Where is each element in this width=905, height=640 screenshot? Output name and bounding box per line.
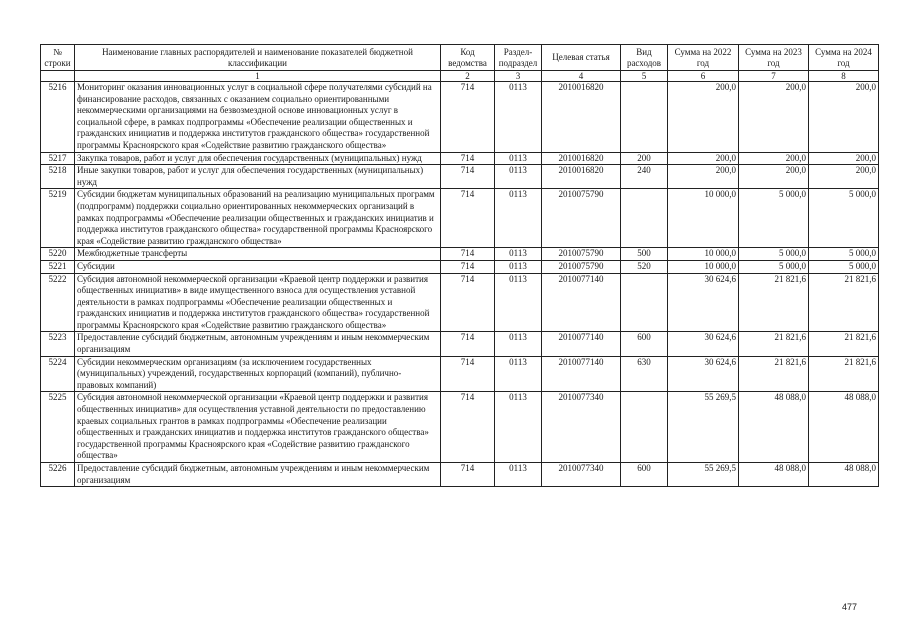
col-number: 3 — [495, 71, 542, 82]
row-ved: 714 — [441, 165, 495, 189]
header-target: Целевая статья — [542, 45, 621, 71]
row-sum-2024: 5 000,0 — [809, 248, 879, 261]
col-number: 4 — [542, 71, 621, 82]
header-row — [41, 45, 879, 71]
table-row — [41, 392, 879, 463]
row-target: 2010077140 — [542, 273, 621, 332]
row-ved: 714 — [441, 356, 495, 392]
row-target: 2010075790 — [542, 189, 621, 248]
row-ved: 714 — [441, 189, 495, 248]
row-sum-2024: 5 000,0 — [809, 189, 879, 248]
header-num: № строки — [41, 45, 75, 71]
row-description: Предоставление субсидий бюджетным, автономным учреждениям и иным некоммерческим организациям — [75, 463, 441, 487]
row-sum-2022: 10 000,0 — [668, 189, 739, 248]
row-sum-2024: 48 088,0 — [809, 392, 879, 463]
row-number: 5223 — [41, 332, 75, 356]
row-razdel: 0113 — [495, 82, 542, 153]
header-vid: Вид расходов — [621, 45, 668, 71]
row-ved: 714 — [441, 82, 495, 153]
row-sum-2023: 5 000,0 — [739, 248, 809, 261]
row-target: 2010016820 — [542, 165, 621, 189]
row-vid: 630 — [621, 356, 668, 392]
row-razdel: 0113 — [495, 356, 542, 392]
row-vid — [621, 273, 668, 332]
row-sum-2023: 48 088,0 — [739, 463, 809, 487]
row-number: 5226 — [41, 463, 75, 487]
row-vid: 600 — [621, 463, 668, 487]
row-sum-2022: 55 269,5 — [668, 463, 739, 487]
row-description: Мониторинг оказания инновационных услуг в социальной сфере получателями субсидий на финансирование расходов, связанных с оказанием социально ориентированными некоммерческими организациями на безвозмездной основе инновационных услуг в социальной сфере, в рамках подпрограммы «Обеспечение реализации общественных и гражданских инициатив и поддержка институтов гражданского общества» государственной программы Красноярского края «Содействие развитию гражданского общества» — [75, 82, 441, 153]
row-sum-2023: 21 821,6 — [739, 332, 809, 356]
row-number: 5220 — [41, 248, 75, 261]
header-ved: Код ведомства — [441, 45, 495, 71]
row-vid: 500 — [621, 248, 668, 261]
row-sum-2023: 5 000,0 — [739, 260, 809, 273]
row-sum-2024: 200,0 — [809, 82, 879, 153]
table-row — [41, 260, 879, 273]
header-2023: Сумма на 2023 год — [739, 45, 809, 71]
row-sum-2022: 200,0 — [668, 82, 739, 153]
row-razdel: 0113 — [495, 463, 542, 487]
budget-table — [40, 44, 879, 487]
row-sum-2022: 200,0 — [668, 165, 739, 189]
row-ved: 714 — [441, 260, 495, 273]
row-description: Субсидии бюджетам муниципальных образований на реализацию муниципальных программ (подпрограмм) поддержки социально ориентированных некоммерческих организаций в рамках подпрограммы «Обеспечение реализации общественных и гражданских инициатив и поддержка институтов гражданского общества» государственной программы Красноярского края «Содействие развитию гражданского общества» — [75, 189, 441, 248]
row-target: 2010075790 — [542, 248, 621, 261]
row-sum-2024: 200,0 — [809, 152, 879, 165]
row-razdel: 0113 — [495, 392, 542, 463]
row-description: Субсидия автономной некоммерческой организации «Краевой центр поддержки и развития общественных инициатив» для осуществления уставной деятельности по предоставлению краевых социальных грантов в рамках подпрограммы «Обеспечение реализации общественных и гражданских инициатив и поддержка институтов гражданского общества» государственной программы Красноярского края «Содействие развитию гражданского общества» — [75, 392, 441, 463]
row-number: 5225 — [41, 392, 75, 463]
row-number: 5224 — [41, 356, 75, 392]
row-sum-2024: 21 821,6 — [809, 332, 879, 356]
row-vid — [621, 392, 668, 463]
table-row — [41, 248, 879, 261]
row-number: 5221 — [41, 260, 75, 273]
row-description: Предоставление субсидий бюджетным, автономным учреждениям и иным некоммерческим организациям — [75, 332, 441, 356]
row-vid: 600 — [621, 332, 668, 356]
col-number: 5 — [621, 71, 668, 82]
header-razdel: Раздел-подраздел — [495, 45, 542, 71]
row-razdel: 0113 — [495, 260, 542, 273]
table-row — [41, 165, 879, 189]
table-row — [41, 82, 879, 153]
col-number: 1 — [75, 71, 441, 82]
row-target: 2010077140 — [542, 332, 621, 356]
page-number: 477 — [842, 602, 858, 612]
row-sum-2022: 200,0 — [668, 152, 739, 165]
table-row — [41, 356, 879, 392]
row-razdel: 0113 — [495, 189, 542, 248]
document-page — [40, 44, 880, 487]
row-ved: 714 — [441, 152, 495, 165]
row-target: 2010077340 — [542, 463, 621, 487]
row-sum-2024: 5 000,0 — [809, 260, 879, 273]
row-sum-2022: 55 269,5 — [668, 392, 739, 463]
row-sum-2022: 10 000,0 — [668, 248, 739, 261]
row-ved: 714 — [441, 392, 495, 463]
row-sum-2022: 30 624,6 — [668, 332, 739, 356]
row-sum-2024: 21 821,6 — [809, 273, 879, 332]
row-sum-2023: 200,0 — [739, 165, 809, 189]
col-number: 6 — [668, 71, 739, 82]
row-description: Закупка товаров, работ и услуг для обеспечения государственных (муниципальных) нужд — [75, 152, 441, 165]
row-sum-2024: 21 821,6 — [809, 356, 879, 392]
row-sum-2023: 21 821,6 — [739, 356, 809, 392]
row-sum-2024: 48 088,0 — [809, 463, 879, 487]
row-ved: 714 — [441, 332, 495, 356]
row-sum-2023: 21 821,6 — [739, 273, 809, 332]
col-number: 2 — [441, 71, 495, 82]
table-body — [41, 82, 879, 487]
row-target: 2010075790 — [542, 260, 621, 273]
column-number-row — [41, 71, 879, 82]
table-row — [41, 463, 879, 487]
row-sum-2023: 48 088,0 — [739, 392, 809, 463]
row-sum-2022: 30 624,6 — [668, 356, 739, 392]
row-description: Межбюджетные трансферты — [75, 248, 441, 261]
row-target: 2010077340 — [542, 392, 621, 463]
col-number: 7 — [739, 71, 809, 82]
row-number: 5222 — [41, 273, 75, 332]
row-number: 5217 — [41, 152, 75, 165]
table-row — [41, 273, 879, 332]
row-vid — [621, 189, 668, 248]
row-sum-2023: 200,0 — [739, 152, 809, 165]
col-number: 8 — [809, 71, 879, 82]
row-vid — [621, 82, 668, 153]
row-ved: 714 — [441, 463, 495, 487]
table-row — [41, 152, 879, 165]
row-number: 5219 — [41, 189, 75, 248]
row-razdel: 0113 — [495, 248, 542, 261]
row-ved: 714 — [441, 273, 495, 332]
row-target: 2010016820 — [542, 82, 621, 153]
table-row — [41, 189, 879, 248]
row-vid: 200 — [621, 152, 668, 165]
header-2024: Сумма на 2024 год — [809, 45, 879, 71]
row-razdel: 0113 — [495, 332, 542, 356]
row-description: Иные закупки товаров, работ и услуг для обеспечения государственных (муниципальных) нужд — [75, 165, 441, 189]
row-number: 5216 — [41, 82, 75, 153]
row-vid: 520 — [621, 260, 668, 273]
row-vid: 240 — [621, 165, 668, 189]
row-sum-2023: 200,0 — [739, 82, 809, 153]
row-razdel: 0113 — [495, 152, 542, 165]
row-target: 2010016820 — [542, 152, 621, 165]
row-sum-2023: 5 000,0 — [739, 189, 809, 248]
table-row — [41, 332, 879, 356]
row-target: 2010077140 — [542, 356, 621, 392]
row-razdel: 0113 — [495, 165, 542, 189]
row-sum-2022: 30 624,6 — [668, 273, 739, 332]
row-razdel: 0113 — [495, 273, 542, 332]
row-ved: 714 — [441, 248, 495, 261]
row-sum-2024: 200,0 — [809, 165, 879, 189]
row-sum-2022: 10 000,0 — [668, 260, 739, 273]
row-description: Субсидии — [75, 260, 441, 273]
header-name: Наименование главных распорядителей и наименование показателей бюджетной классификации — [75, 45, 441, 71]
row-description: Субсидия автономной некоммерческой организации «Краевой центр поддержки и развития общественных инициатив» в виде имущественного взноса для осуществления уставной деятельности в рамках подпрограммы «Обеспечение реализации общественных и гражданских инициатив и поддержка институтов гражданского общества» государственной программы Красноярского края «Содействие развитию гражданского общества» — [75, 273, 441, 332]
row-description: Субсидии некоммерческим организациям (за исключением государственных (муниципальных) учреждений, государственных корпораций (компаний), публично-правовых компаний) — [75, 356, 441, 392]
row-number: 5218 — [41, 165, 75, 189]
header-2022: Сумма на 2022 год — [668, 45, 739, 71]
